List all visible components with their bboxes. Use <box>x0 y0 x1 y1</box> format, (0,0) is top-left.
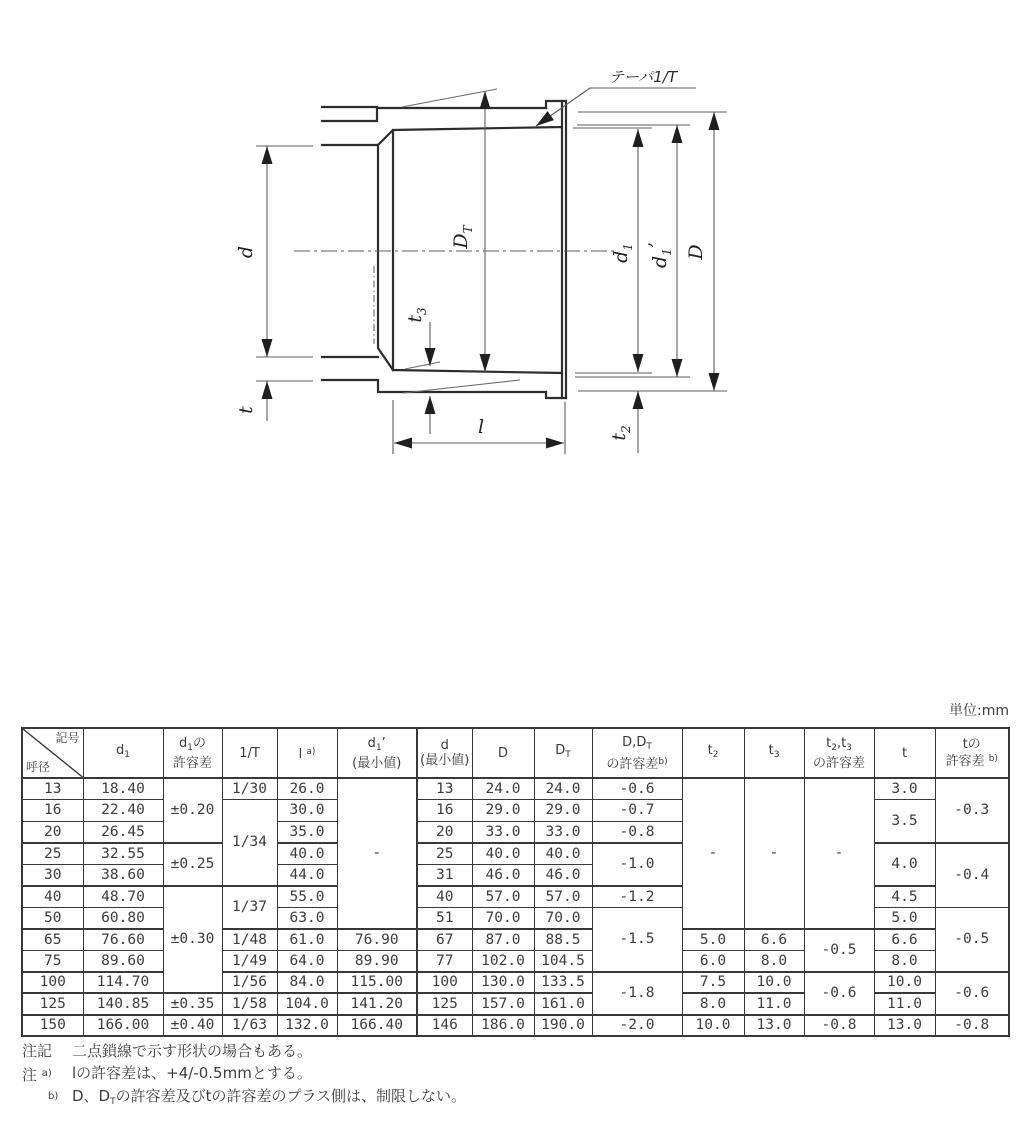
table-cell: 65 <box>22 929 83 951</box>
table-row <box>22 778 1009 800</box>
table-cell: 3.5 <box>874 800 935 843</box>
dimension-table <box>21 727 1010 1037</box>
table-cell: - <box>337 778 417 929</box>
table-cell: 8.0 <box>744 950 804 972</box>
table-cell: 87.0 <box>472 929 534 951</box>
table-cell: 11.0 <box>874 993 935 1015</box>
table-cell: 104.0 <box>277 993 337 1015</box>
dim-label-l: l <box>477 416 485 438</box>
table-cell: 32.55 <box>83 843 163 865</box>
table-cell: 7.5 <box>682 972 744 994</box>
dim-l <box>393 400 565 454</box>
table-cell: 8.0 <box>682 993 744 1015</box>
table-cell: 125 <box>22 993 83 1015</box>
table-cell: 10.0 <box>744 972 804 994</box>
table-cell: 8.0 <box>874 950 935 972</box>
table-cell: 100 <box>22 972 83 994</box>
table-cell: 75 <box>22 950 83 972</box>
table-cell: 18.40 <box>83 778 163 800</box>
table-cell: 40.0 <box>534 843 592 865</box>
table-cell: 133.5 <box>534 972 592 994</box>
table-cell: -0.5 <box>804 929 874 972</box>
table-cell: 33.0 <box>534 821 592 843</box>
table-cell: 150 <box>22 1015 83 1037</box>
table-cell: 1/34 <box>222 800 277 886</box>
table-cell: 190.0 <box>534 1015 592 1037</box>
table-row <box>22 1015 1009 1037</box>
table-cell: 22.40 <box>83 800 163 822</box>
table-cell: 26.0 <box>277 778 337 800</box>
table-cell: 60.80 <box>83 907 163 929</box>
table-cell: 51 <box>417 907 472 929</box>
table-cell: 88.5 <box>534 929 592 951</box>
column-header: $d_1$の 許容差 <box>163 728 222 778</box>
table-cell: 57.0 <box>472 886 534 908</box>
table-cell: 4.5 <box>874 886 935 908</box>
table-cell: 1/49 <box>222 950 277 972</box>
column-header: $D,D_T$ の許容差$^{b)}$ <box>592 728 682 778</box>
note-line: $^{b)}$ D、$D_T$の許容差及びtの許容差のプラス側は、制限しない。 <box>48 1087 467 1107</box>
table-cell: - <box>682 778 744 929</box>
table-cell: 161.0 <box>534 993 592 1015</box>
table-cell: 157.0 <box>472 993 534 1015</box>
table-cell: 24.0 <box>534 778 592 800</box>
table-cell: ±0.20 <box>163 778 222 843</box>
column-header: $t_2$ <box>682 728 744 778</box>
table-cell: 125 <box>417 993 472 1015</box>
table-cell: ±0.25 <box>163 843 222 886</box>
dim-label-d1-prime: $d_1$’ <box>645 242 674 268</box>
table-cell: 76.90 <box>337 929 417 951</box>
table-cell: -0.8 <box>592 821 682 843</box>
table-cell: 61.0 <box>277 929 337 951</box>
dim-label-d: d <box>235 245 257 259</box>
table-cell: 70.0 <box>534 907 592 929</box>
table-cell: 3.0 <box>874 778 935 800</box>
table-cell: 40.0 <box>277 843 337 865</box>
table-cell: -1.2 <box>592 886 682 908</box>
dim-label-t2: $t_2$ <box>608 425 633 441</box>
table-cell: -0.8 <box>935 1015 1009 1037</box>
table-cell: 13 <box>417 778 472 800</box>
table-cell: 141.20 <box>337 993 417 1015</box>
table-cell: 140.85 <box>83 993 163 1015</box>
taper-callout <box>536 68 696 126</box>
table-cell: 1/56 <box>222 972 277 994</box>
table-cell: 40.0 <box>472 843 534 865</box>
note-line: 注 $^{a)}$ lの許容差は、+4/-0.5mmとする。 <box>22 1063 312 1084</box>
table-cell: 26.45 <box>83 821 163 843</box>
table-cell: 6.6 <box>874 929 935 951</box>
taper-label: テーパ1/T <box>608 68 678 86</box>
table-cell: 48.70 <box>83 886 163 908</box>
table-cell: 5.0 <box>682 929 744 951</box>
table-cell: ±0.30 <box>163 886 222 994</box>
corner-label-nominal: 呼径 <box>26 760 51 774</box>
dim-label-dt: $D_T$ <box>450 225 475 249</box>
table-cell: 1/58 <box>222 993 277 1015</box>
table-cell: 29.0 <box>534 800 592 822</box>
table-cell: 50 <box>22 907 83 929</box>
column-header: D <box>472 728 534 778</box>
table-cell: 35.0 <box>277 821 337 843</box>
dim-label-t3: $t_3$ <box>404 307 429 323</box>
table-cell: 13.0 <box>874 1015 935 1037</box>
table-cell: -1.0 <box>592 843 682 886</box>
table-cell: 186.0 <box>472 1015 534 1037</box>
table-cell: -0.6 <box>592 778 682 800</box>
table-cell: 38.60 <box>83 864 163 886</box>
column-header: t <box>874 728 935 778</box>
phantom-lines <box>374 89 520 393</box>
table-cell: 4.0 <box>874 843 935 886</box>
dim-dt <box>450 91 491 372</box>
dim-label-d1: $d_1$ <box>610 243 635 263</box>
table-cell: 33.0 <box>472 821 534 843</box>
table-cell: 64.0 <box>277 950 337 972</box>
table-cell: -1.8 <box>592 972 682 1015</box>
corner-label-symbol: 記号 <box>55 731 80 745</box>
table-cell: - <box>804 778 874 929</box>
socket-outline <box>322 101 566 398</box>
column-header: $d_1$ <box>83 728 163 778</box>
table-cell: 5.0 <box>874 907 935 929</box>
table-cell: 102.0 <box>472 950 534 972</box>
table-cell: 1/37 <box>222 886 277 929</box>
dim-label-t: t <box>235 406 257 414</box>
table-cell: 76.60 <box>83 929 163 951</box>
table-cell: 84.0 <box>277 972 337 994</box>
table-cell: 10.0 <box>682 1015 744 1037</box>
unit-label: 単位:mm <box>949 703 1009 719</box>
table-cell: 30.0 <box>277 800 337 822</box>
table-cell: 89.90 <box>337 950 417 972</box>
table-cell: 146 <box>417 1015 472 1037</box>
table-cell: 6.6 <box>744 929 804 951</box>
table-cell: 11.0 <box>744 993 804 1015</box>
table-cell: -0.8 <box>804 1015 874 1037</box>
table-cell: 57.0 <box>534 886 592 908</box>
dim-t <box>235 381 313 421</box>
table-cell: ±0.35 <box>163 993 222 1015</box>
table-cell: 63.0 <box>277 907 337 929</box>
table-cell: -2.0 <box>592 1015 682 1037</box>
dim-label-D: D <box>685 244 707 260</box>
table-cell: 6.0 <box>682 950 744 972</box>
table-cell: 25 <box>22 843 83 865</box>
table-cell: 24.0 <box>472 778 534 800</box>
table-cell: 132.0 <box>277 1015 337 1037</box>
notes <box>22 1041 782 1114</box>
table-cell: 130.0 <box>472 972 534 994</box>
table-cell: 70.0 <box>472 907 534 929</box>
table-cell: -0.6 <box>935 972 1009 1015</box>
table-cell: 13 <box>22 778 83 800</box>
dim-t2 <box>608 391 644 453</box>
table-cell: 1/48 <box>222 929 277 951</box>
table-cell: 20 <box>22 821 83 843</box>
table-corner-cell <box>22 728 83 778</box>
table-cell: ±0.40 <box>163 1015 222 1037</box>
note-line: 注記 二点鎖線で示す形状の場合もある。 <box>22 1042 313 1060</box>
table-cell: -0.3 <box>935 778 1009 843</box>
table-cell: 166.00 <box>83 1015 163 1037</box>
table-cell: -0.5 <box>935 907 1009 972</box>
table-header-row <box>22 728 1009 778</box>
table-cell: -0.4 <box>935 843 1009 908</box>
table-cell: 46.0 <box>534 864 592 886</box>
table-cell: 100 <box>417 972 472 994</box>
table-cell: 16 <box>22 800 83 822</box>
table-cell: 25 <box>417 843 472 865</box>
table-cell: 115.00 <box>337 972 417 994</box>
column-header: d (最小値) <box>417 728 472 778</box>
column-header: tの 許容差 $^{b)}$ <box>935 728 1009 778</box>
table-cell: - <box>744 778 804 929</box>
table-cell: 20 <box>417 821 472 843</box>
table-cell: 29.0 <box>472 800 534 822</box>
table-cell: 77 <box>417 950 472 972</box>
table-cell: 31 <box>417 864 472 886</box>
table-cell: -0.6 <box>804 972 874 1015</box>
column-header: $D_T$ <box>534 728 592 778</box>
column-header: l $^{a)}$ <box>277 728 337 778</box>
column-header: 1/T <box>222 728 277 778</box>
technical-drawing <box>0 0 1024 520</box>
table-cell: 104.5 <box>534 950 592 972</box>
table-cell: 89.60 <box>83 950 163 972</box>
table-cell: 67 <box>417 929 472 951</box>
table-cell: 40 <box>417 886 472 908</box>
table-cell: 30 <box>22 864 83 886</box>
table-cell: 10.0 <box>874 972 935 994</box>
table-cell: -1.5 <box>592 907 682 972</box>
table-cell: 16 <box>417 800 472 822</box>
column-header: $d_1$’ (最小値) <box>337 728 417 778</box>
table-cell: 40 <box>22 886 83 908</box>
column-header: $t_2,t_3$ の許容差 <box>804 728 874 778</box>
table-cell: 114.70 <box>83 972 163 994</box>
table-cell: 55.0 <box>277 886 337 908</box>
table-cell: 44.0 <box>277 864 337 886</box>
table-cell: 1/30 <box>222 778 277 800</box>
column-header: $t_3$ <box>744 728 804 778</box>
table-cell: 13.0 <box>744 1015 804 1037</box>
table-cell: 166.40 <box>337 1015 417 1037</box>
table-cell: -0.7 <box>592 800 682 822</box>
table-cell: 1/63 <box>222 1015 277 1037</box>
table-cell: 46.0 <box>472 864 534 886</box>
